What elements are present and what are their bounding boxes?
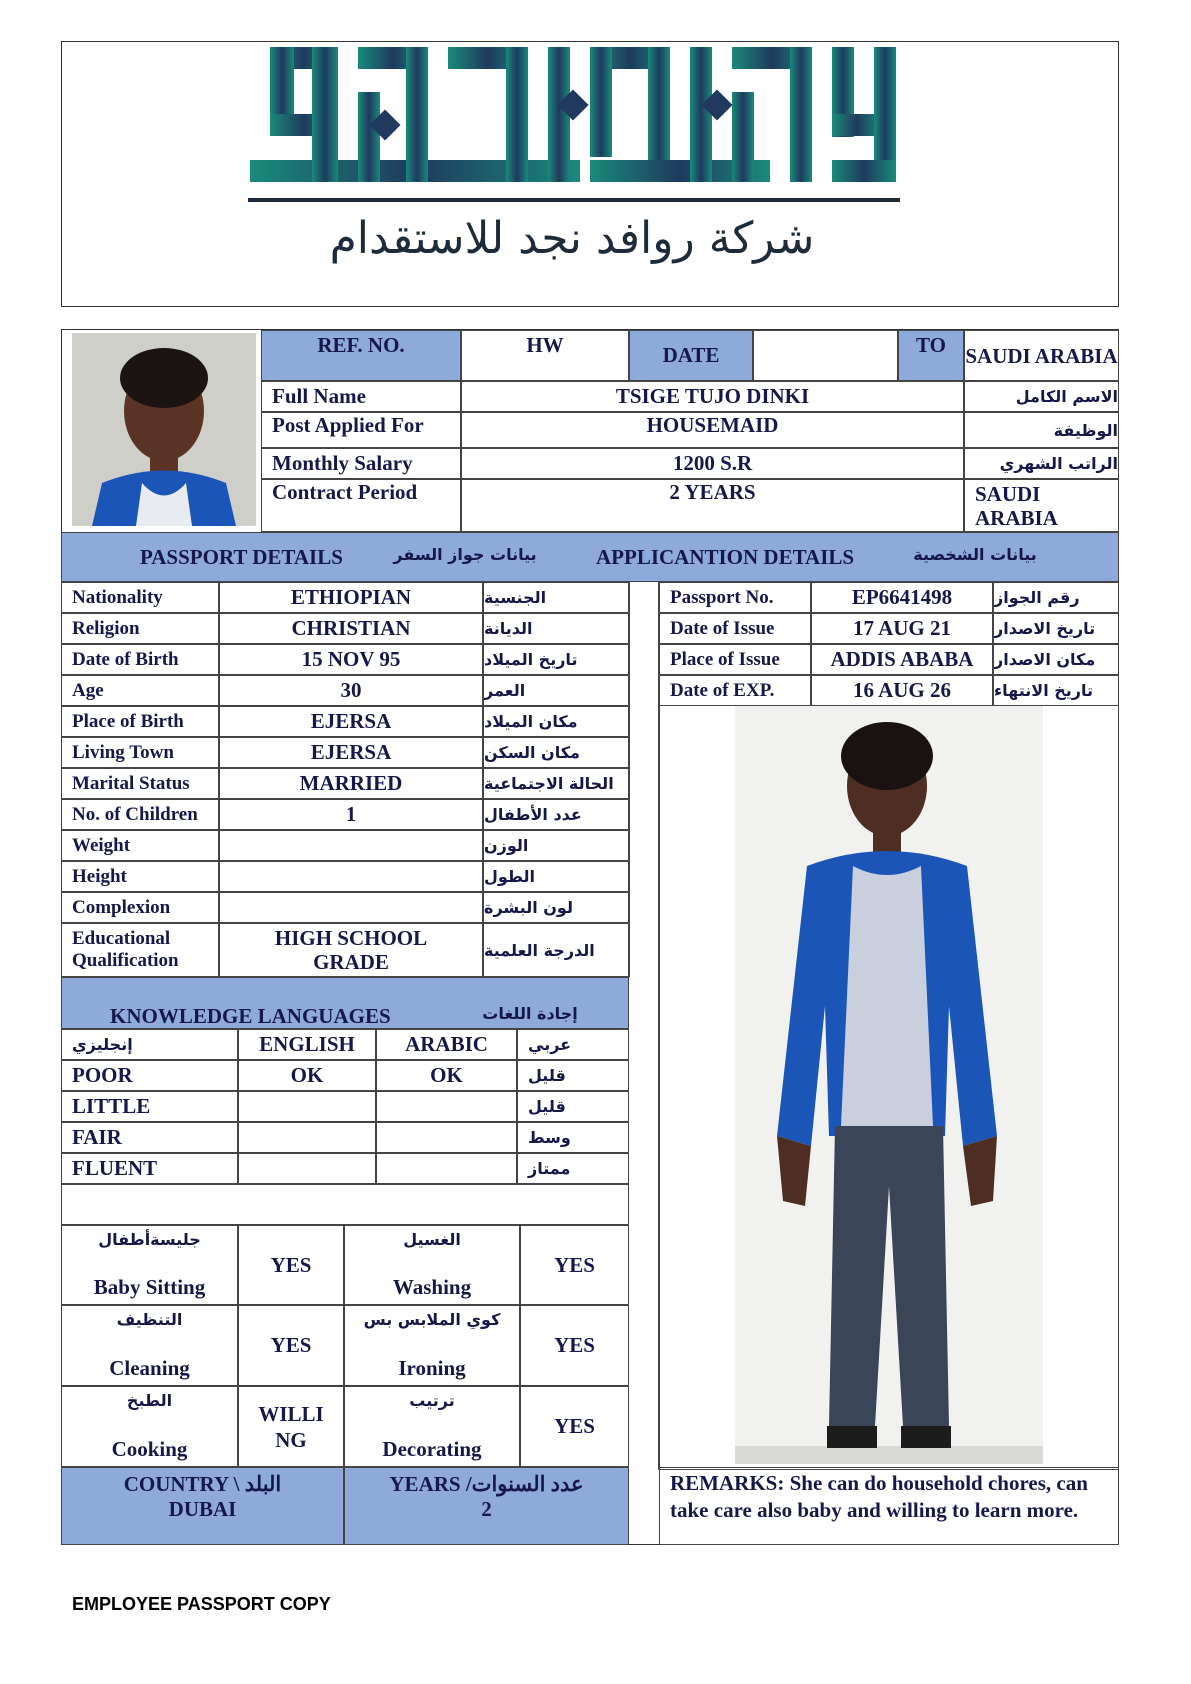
- spacer-row: [61, 1184, 629, 1225]
- passport-no-ar: رقم الجواز: [993, 582, 1119, 613]
- height-label: Height: [61, 861, 219, 892]
- portrait-photo: [72, 333, 256, 526]
- lang-head-en-ar: إنجليزي: [61, 1029, 238, 1060]
- salary-value: 1200 S.R: [461, 448, 964, 479]
- date-of-issue-value: 17 AUG 21: [811, 613, 993, 644]
- age-value: 30: [219, 675, 483, 706]
- post-label: Post Applied For: [261, 412, 461, 448]
- contract-label: Contract Period: [261, 479, 461, 532]
- skill-baby-sitting-value: YES: [238, 1225, 344, 1305]
- passport-details-title: PASSPORT DETAILS: [140, 545, 343, 569]
- lang-row-little-english: [238, 1091, 376, 1122]
- skill-washing-value: YES: [520, 1225, 629, 1305]
- lang-row-poor-ar: قليل: [517, 1060, 629, 1091]
- date-label: DATE: [629, 330, 753, 381]
- skill-ironing: Ironing: [398, 1356, 466, 1380]
- skill-row-1-right: [344, 1225, 520, 1305]
- lang-row-poor-english: OK: [238, 1060, 376, 1091]
- children-ar: عدد الأطفال: [483, 799, 629, 830]
- skill-cooking-ar: الطبخ: [126, 1391, 173, 1410]
- religion-label: Religion: [61, 613, 219, 644]
- lang-row-fluent-arabic: [376, 1153, 517, 1184]
- skill-washing: Washing: [392, 1275, 472, 1299]
- dob-label: Date of Birth: [61, 644, 219, 675]
- skill-cooking-value: WILLI NG: [238, 1386, 344, 1467]
- place-of-birth-ar: مكان الميلاد: [483, 706, 629, 737]
- lang-head-arabic: ARABIC: [376, 1029, 517, 1060]
- passport-no-label: Passport No.: [659, 582, 811, 613]
- skill-cleaning-ar: التنظيف: [116, 1310, 183, 1329]
- salary-label: Monthly Salary: [261, 448, 461, 479]
- languages-title-ar: إجادة اللغات: [482, 1004, 578, 1023]
- skill-cooking: Cooking: [111, 1437, 188, 1461]
- experience-country: [61, 1467, 344, 1545]
- nationality-value: ETHIOPIAN: [219, 582, 483, 613]
- skill-decorating: Decorating: [382, 1437, 482, 1461]
- lang-head-ar-ar: عربي: [517, 1029, 629, 1060]
- height-value: [219, 861, 483, 892]
- company-name-ar: شركة روافد نجد للاستقدام: [329, 213, 815, 264]
- years-value: 2: [481, 1497, 492, 1521]
- passport-details-ar: بيانات جواز السفر: [393, 545, 537, 564]
- skill-baby-sitting: Baby Sitting: [93, 1275, 206, 1299]
- education-ar: الدرجة العلمية: [483, 923, 629, 977]
- religion-ar: الديانة: [483, 613, 629, 644]
- children-value: 1: [219, 799, 483, 830]
- date-value: [753, 330, 898, 381]
- footer-label: EMPLOYEE PASSPORT COPY: [72, 1594, 331, 1614]
- living-town-label: Living Town: [61, 737, 219, 768]
- lang-row-fair-level: FAIR: [61, 1122, 238, 1153]
- to-label: TO: [898, 330, 964, 381]
- living-town-value: EJERSA: [219, 737, 483, 768]
- skill-washing-ar: الغسيل: [403, 1230, 461, 1249]
- full-body-photo: [735, 706, 1043, 1464]
- complexion-ar: لون البشرة: [483, 892, 629, 923]
- lang-row-little-level: LITTLE: [61, 1091, 238, 1122]
- logo-box: [61, 41, 1119, 307]
- column-divider-lower: [629, 977, 659, 1470]
- skill-row-1-left: [61, 1225, 238, 1305]
- skill-row-3-left: [61, 1386, 238, 1467]
- skill-cleaning: Cleaning: [109, 1356, 190, 1380]
- lang-row-poor-arabic: OK: [376, 1060, 517, 1091]
- skill-ironing-value: YES: [520, 1305, 629, 1386]
- application-details-ar: بيانات الشخصية: [913, 545, 1037, 564]
- post-ar: الوظيفة: [964, 412, 1119, 448]
- place-of-birth-value: EJERSA: [219, 706, 483, 737]
- marital-status-value: MARRIED: [219, 768, 483, 799]
- age-label: Age: [61, 675, 219, 706]
- experience-years: [344, 1467, 629, 1545]
- date-of-issue-ar: تاريخ الاصدار: [993, 613, 1119, 644]
- marital-status-label: Marital Status: [61, 768, 219, 799]
- application-details-title: APPLICANTION DETAILS: [596, 545, 855, 569]
- full-name-label: Full Name: [261, 381, 461, 412]
- weight-ar: الوزن: [483, 830, 629, 861]
- date-of-exp-ar: تاريخ الانتهاء: [993, 675, 1119, 706]
- lang-row-fluent-ar: ممتاز: [517, 1153, 629, 1184]
- date-of-exp-value: 16 AUG 26: [811, 675, 993, 706]
- skill-row-2-left: [61, 1305, 238, 1386]
- skill-cleaning-value: YES: [238, 1305, 344, 1386]
- religion-value: CHRISTIAN: [219, 613, 483, 644]
- age-ar: العمر: [483, 675, 629, 706]
- place-of-issue-label: Place of Issue: [659, 644, 811, 675]
- lang-head-english: ENGLISH: [238, 1029, 376, 1060]
- nationality-label: Nationality: [61, 582, 219, 613]
- country-value: DUBAI: [168, 1497, 237, 1521]
- remarks-text: REMARKS: She can do household chores, can take care also baby and willing to learn more.: [670, 1471, 1088, 1522]
- lang-row-little-ar: قليل: [517, 1091, 629, 1122]
- lang-row-poor-level: POOR: [61, 1060, 238, 1091]
- contract-country: SAUDI ARABIA: [964, 479, 1119, 532]
- date-of-exp-label: Date of EXP.: [659, 675, 811, 706]
- complexion-value: [219, 892, 483, 923]
- skill-decorating-value: YES: [520, 1386, 629, 1467]
- lang-row-fair-arabic: [376, 1122, 517, 1153]
- nationality-ar: الجنسية: [483, 582, 629, 613]
- country-label: COUNTRY \ البلد: [123, 1472, 282, 1496]
- skill-baby-sitting-ar: جليسةأطفال: [98, 1230, 201, 1249]
- living-town-ar: مكان السكن: [483, 737, 629, 768]
- lang-row-fair-ar: وسط: [517, 1122, 629, 1153]
- skill-decorating-ar: ترتيب: [409, 1391, 455, 1410]
- education-value: HIGH SCHOOL GRADE: [219, 923, 483, 977]
- lang-row-fluent-level: FLUENT: [61, 1153, 238, 1184]
- place-of-birth-label: Place of Birth: [61, 706, 219, 737]
- remarks-box: [659, 1467, 1119, 1545]
- dob-ar: تاريخ الميلاد: [483, 644, 629, 675]
- place-of-issue-ar: مكان الاصدار: [993, 644, 1119, 675]
- column-divider: [629, 582, 659, 977]
- passport-no-value: EP6641498: [811, 582, 993, 613]
- education-label: Educational Qualification: [61, 923, 219, 977]
- weight-value: [219, 830, 483, 861]
- full-name-ar: الاسم الكامل: [964, 381, 1119, 412]
- marital-status-ar: الحالة الاجتماعية: [483, 768, 629, 799]
- date-of-issue-label: Date of Issue: [659, 613, 811, 644]
- dob-value: 15 NOV 95: [219, 644, 483, 675]
- post-value: HOUSEMAID: [461, 412, 964, 448]
- salary-ar: الراتب الشهري: [964, 448, 1119, 479]
- height-ar: الطول: [483, 861, 629, 892]
- ref-label: REF. NO.: [261, 330, 461, 381]
- lang-row-little-arabic: [376, 1091, 517, 1122]
- children-label: No. of Children: [61, 799, 219, 830]
- contract-value: 2 YEARS: [461, 479, 964, 532]
- complexion-label: Complexion: [61, 892, 219, 923]
- skill-row-2-right: [344, 1305, 520, 1386]
- weight-label: Weight: [61, 830, 219, 861]
- years-label: YEARS /عدد السنوات: [389, 1472, 584, 1496]
- full-name-value: TSIGE TUJO DINKI: [461, 381, 964, 412]
- to-value: SAUDI ARABIA: [964, 330, 1119, 381]
- languages-title: KNOWLEDGE LANGUAGES: [110, 1004, 391, 1028]
- place-of-issue-value: ADDIS ABABA: [811, 644, 993, 675]
- skill-row-3-right: [344, 1386, 520, 1467]
- lang-row-fluent-english: [238, 1153, 376, 1184]
- ref-value: HW: [461, 330, 629, 381]
- skill-ironing-ar: كوي الملابس بس: [363, 1310, 501, 1329]
- lang-row-fair-english: [238, 1122, 376, 1153]
